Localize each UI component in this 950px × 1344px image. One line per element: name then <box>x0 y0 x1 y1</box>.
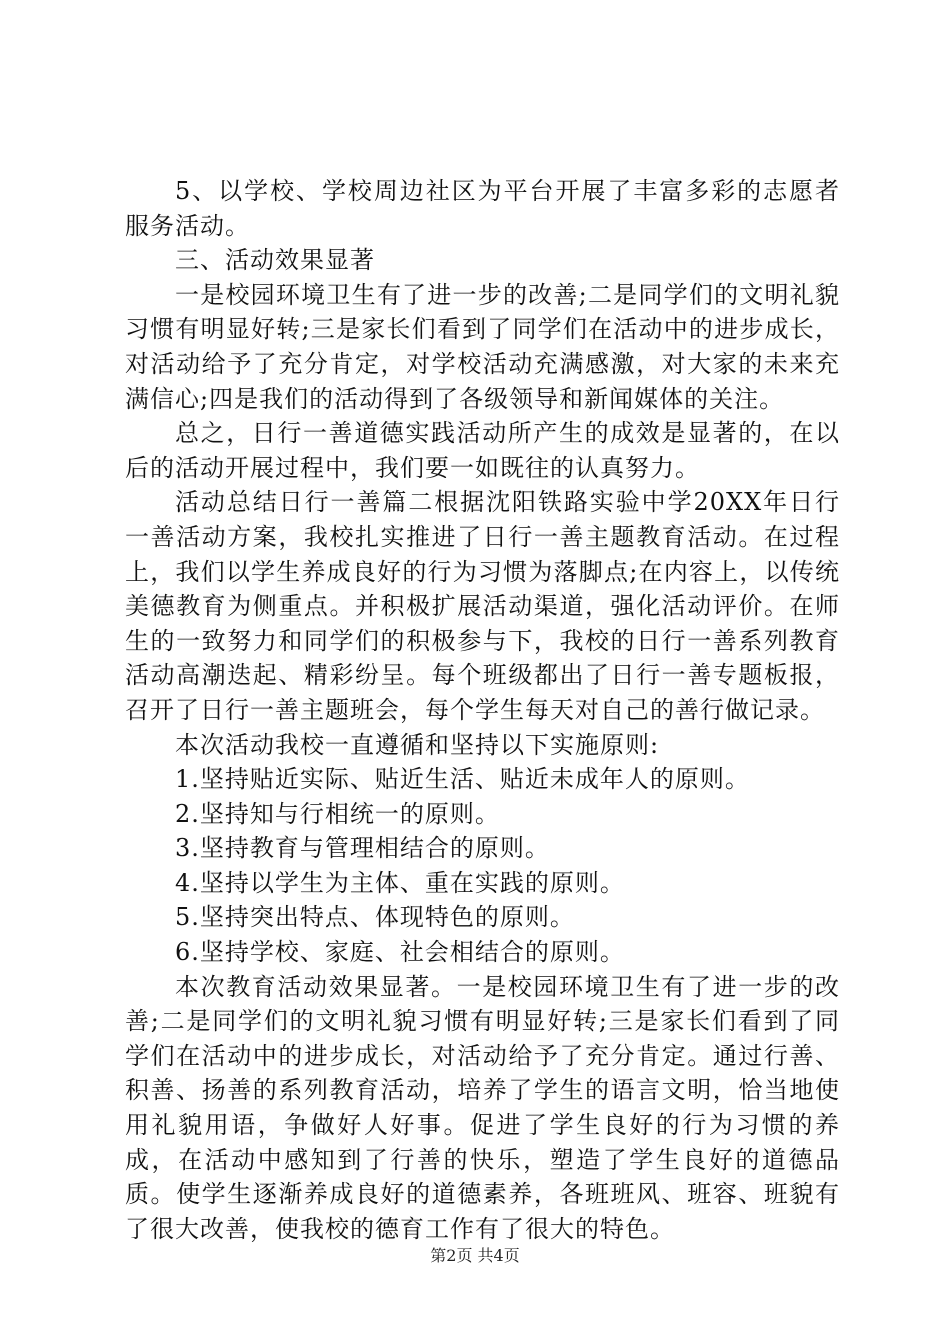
principle-item-2: 2.坚持知与行相统一的原则。 <box>175 799 500 828</box>
principle-item-5: 5.坚持突出特点、体现特色的原则。 <box>175 903 575 932</box>
paragraph-conclusion: 本次教育活动效果显著。一是校园环境卫生有了进一步的改善;二是同学们的文明礼貌习惯有明显好转;三是家长们看到了同学们在活动中的进步成长，对活动给予了充分肯定。通过行善、积善、扬善的系列教育活动，培养了学生的语言文明，恰当地使用礼貌用语，争做好人好事。促进了学生良好的行为习惯的养成，在活动中感知到了行善的快乐，塑造了学生良好的道德品质。使学生逐渐养成良好的道德素养，各班班风、班容、班貌有了很大改善，使我校的德育工作有了很大的特色。 <box>125 972 840 1243</box>
principle-item-4: 4.坚持以学生为主体、重在实践的原则。 <box>175 868 625 897</box>
paragraph-principles-intro: 本次活动我校一直遵循和坚持以下实施原则: <box>175 730 660 759</box>
paragraph-part-two-intro: 活动总结日行一善篇二根据沈阳铁路实验中学20XX年日行一善活动方案，我校扎实推进了日行一善主题教育活动。在过程上，我们以学生养成良好的行为习惯为落脚点;在内容上，以传统美德教育为侧重点。并积极扩展活动渠道，强化活动评价。在师生的一致努力和同学们的积极参与下，我校的日行一善系列教育活动高潮迭起、精彩纷呈。每个班级都出了日行一善专题板报，召开了日行一善主题班会，每个学生每天对自己的善行做记录。 <box>125 488 840 724</box>
document-body <box>125 174 840 1246</box>
paragraph-summary: 总之，日行一善道德实践活动所产生的成效是显著的，在以后的活动开展过程中，我们要一如既往的认真努力。 <box>125 419 840 482</box>
paragraph-effects: 一是校园环境卫生有了进一步的改善;二是同学们的文明礼貌习惯有明显好转;三是家长们看到了同学们在活动中的进步成长，对活动给予了充分肯定，对学校活动充满感激，对大家的未来充满信心;四是我们的活动得到了各级领导和新闻媒体的关注。 <box>125 280 840 413</box>
heading-section-three: 三、活动效果显著 <box>175 246 375 275</box>
principle-item-6: 6.坚持学校、家庭、社会相结合的原则。 <box>175 938 625 967</box>
page-footer: 第2页 共4页 <box>430 1246 520 1265</box>
principle-item-3: 3.坚持教育与管理相结合的原则。 <box>175 834 550 863</box>
principle-item-1: 1.坚持贴近实际、贴近生活、贴近未成年人的原则。 <box>175 765 750 794</box>
paragraph-volunteer-activities: 5、以学校、学校周边社区为平台开展了丰富多彩的志愿者服务活动。 <box>125 177 840 240</box>
